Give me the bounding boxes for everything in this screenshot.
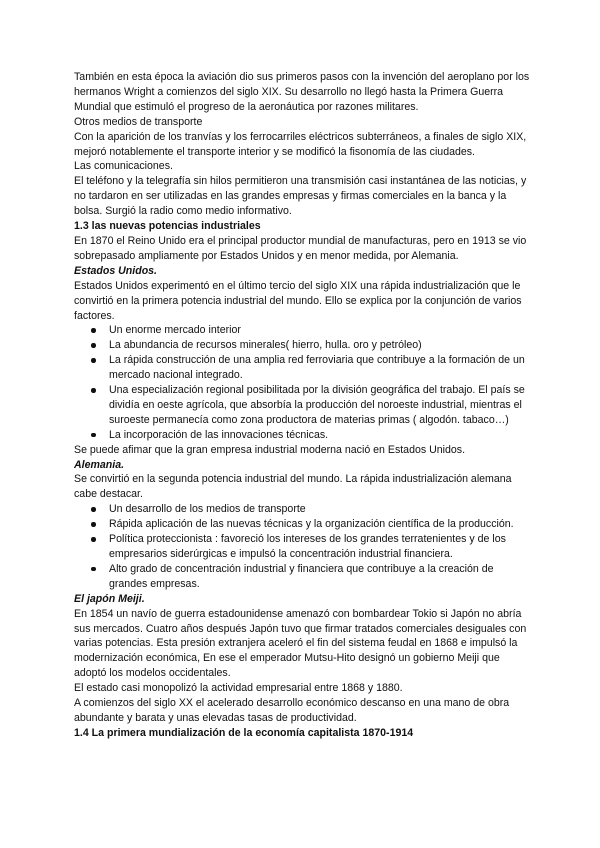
list-item: Un enorme mercado interior	[109, 323, 530, 338]
section-1-4-heading: 1.4 La primera mundialización de la economía capitalista 1870-1914	[74, 726, 414, 739]
usa-factor-list	[74, 323, 530, 442]
usa-intro: Estados Unidos experimentó en el último tercio del siglo XIX una rápida industrialización que le convirtió en la primera potencia industrial del mundo. Ello se explica por la conjunción de varios factores.	[74, 279, 522, 322]
germany-intro: Se convirtió en la segunda potencia industrial del mundo. La rápida industrialización alemana cabe destacar.	[74, 473, 512, 501]
list-item: La incorporación de las innovaciones técnicas.	[109, 428, 530, 443]
usa-heading: Estados Unidos.	[74, 264, 157, 277]
japan-heading: El japón Meiji.	[74, 592, 145, 605]
germany-heading: Alemania.	[74, 458, 125, 471]
list-item: Una especialización regional posibilitada por la división geográfica del trabajo. El país se dividía en oeste agrícola, que absorbía la producción del noroeste industrial, mientras el suroeste permanecía como zona productora de materias primas ( algodón. tabaco…)	[109, 383, 530, 428]
usa-closing: Se puede afimar que la gran empresa industrial moderna nació en Estados Unidos.	[74, 443, 466, 456]
document-page	[74, 70, 530, 741]
list-item: Política proteccionista : favoreció los intereses de los grandes terratenientes y de los empresarios siderúrgicas e impulsó la concentración industrial financiera.	[109, 532, 530, 562]
communications-heading: Las comunicaciones.	[74, 160, 173, 173]
section-1-3-paragraph: En 1870 el Reino Unido era el principal productor mundial de manufacturas, pero en 1913 se vio sobrepasado ampliamente por Estados Unidos y en menor medida, por Alemania.	[74, 234, 527, 262]
list-item: La rápida construcción de una amplia red ferroviaria que contribuye a la formación de un mercado nacional integrado.	[109, 353, 530, 383]
list-item: Alto grado de concentración industrial y financiera que contribuye a la creación de grandes empresas.	[109, 562, 530, 592]
list-item: La abundancia de recursos minerales( hierro, hulla. oro y petróleo)	[109, 338, 530, 353]
communications-paragraph: El teléfono y la telegrafía sin hilos permitieron una transmisión casi instantánea de las noticias, y no tardaron en ser utilizadas en las grandes empresas y firmas comerciales en la banca y la bolsa. Surgió la radio como medio informativo.	[74, 175, 527, 218]
japan-monopoly: El estado casi monopolizó la actividad empresarial entre 1868 y 1880.	[74, 682, 403, 695]
aviation-paragraph: También en esta época la aviación dio sus primeros pasos con la invención del aeroplano por los hermanos Wright a comienzos del siglo XIX. Su desarrollo no llegó hasta la Primera Guerra Mundial que estimuló el progreso de la aeronáutica por razones militares.	[74, 71, 530, 113]
japan-paragraph: En 1854 un navío de guerra estadounidense amenazó con bombardear Tokio si Japón no abría sus mercados. Cuatro años después Japón tuvo que firmar tratados comerciales desiguales con varias potencias. Esta presión extranjera aceleró el fin del sistema feudal en 1868 e impulsó la modernización económica, En ese el emperador Mutsu-Hito designó un gobierno Meiji que adoptó los modelos occidentales.	[74, 607, 527, 680]
japan-twentieth-century: A comienzos del siglo XX el acelerado desarrollo económico descanso en una mano de obra abundante y barata y unas elevadas tasas de productividad.	[74, 697, 510, 724]
section-1-3-heading: 1.3 las nuevas potencias industriales	[74, 220, 261, 233]
list-item: Rápida aplicación de las nuevas técnicas y la organización científica de la producción.	[109, 517, 530, 532]
transport-paragraph: Con la aparición de los tranvías y los ferrocarriles eléctricos subterráneos, a finales de siglo XIX, mejoró notablemente el transporte interior y se modificó la fisonomía de las ciudades.	[74, 130, 527, 158]
list-item: Un desarrollo de los medios de transporte	[109, 502, 530, 517]
other-transport-heading: Otros medios de transporte	[74, 115, 203, 128]
germany-factor-list	[74, 502, 530, 591]
